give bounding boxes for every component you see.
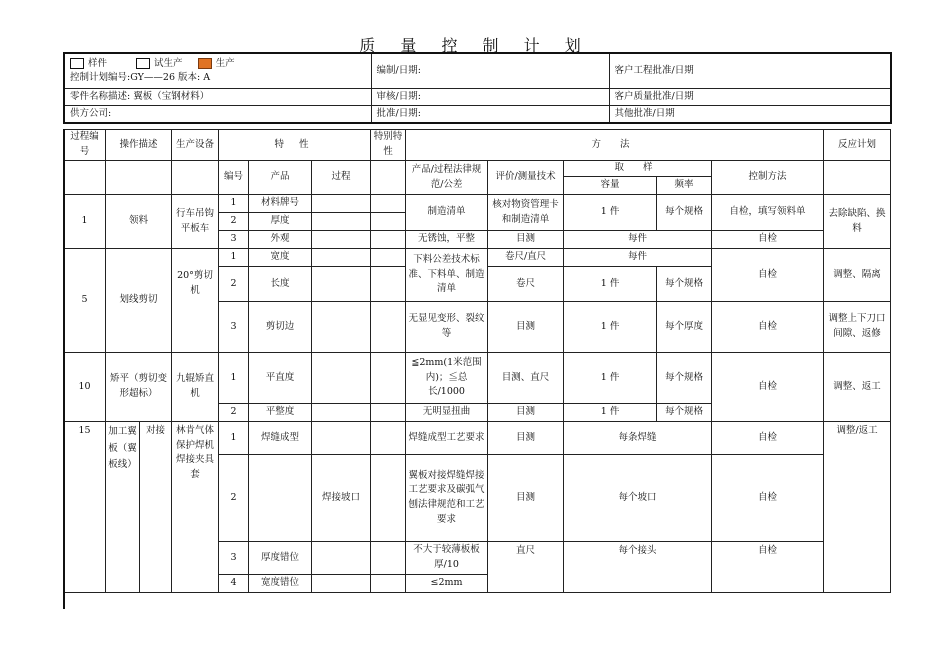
col-special: 特别特性 [371,130,406,161]
step-1-eval: 核对物资管理卡和制造清单 [488,195,564,231]
step-1-a-product: 材料牌号 [249,195,312,213]
sample-checkbox[interactable] [70,58,84,69]
step-5-control: 自检 [712,249,824,302]
step-1-b-product: 厚度 [249,213,312,231]
step-15-a-no: 1 [219,422,249,455]
step-1-no: 1 [64,195,106,249]
approve-date: 批准/日期: [371,106,609,124]
step-5-spec: 下料公差技术标准、下料单、制造清单 [406,249,488,302]
step-1-b-no: 2 [219,213,249,231]
step-5-op: 划线剪切 [106,249,172,353]
step-5-equipment: 20°剪切机 [172,249,219,353]
step-5-c-spec: 无显见变形、裂纹等 [406,302,488,353]
step-1-spec: 制造清单 [406,195,488,231]
step-5-a-product: 宽度 [249,249,312,267]
step-15-d-no: 4 [219,575,249,593]
step-15-d-product: 宽度错位 [249,575,312,593]
step-15-c-spec: 不大于较薄板板厚/10 [406,542,488,575]
step-10-a-frequency: 每个规格 [657,353,712,404]
step-5-c-control: 自检 [712,302,824,353]
step-15-c-product: 厚度错位 [249,542,312,575]
supplier: 供方公司: [64,106,371,124]
step-10-b-spec: 无明显扭曲 [406,404,488,422]
trial-label: 试生产 [154,57,183,69]
step-10-a-capacity: 1 件 [564,353,657,404]
step-10-b-eval: 目测 [488,404,564,422]
col-reaction: 反应计划 [824,130,891,161]
step-10-control: 自检 [712,353,824,422]
step-15-b-eval: 目测 [488,455,564,542]
step-10-op: 矫平（剪切变形超标） [106,353,172,422]
col-op-desc: 操作描述 [106,130,172,161]
step-15-op-sub: 对接 [140,422,172,593]
step-15-no: 15 [64,422,106,593]
other-approval: 其他批准/日期 [609,106,891,124]
col-method: 方 法 [406,130,824,161]
step-1-control: 自检，填写领料单 [712,195,824,231]
document-title: 质 量 控 制 计 划 [359,36,591,55]
step-10-b-capacity: 1 件 [564,404,657,422]
step-15-b-no: 2 [219,455,249,542]
production-label: 生产 [215,57,235,69]
customer-quality-approval: 客户质量批准/日期 [609,89,891,106]
step-5-reaction: 调整、隔离 [824,249,891,302]
step-10-no: 10 [64,353,106,422]
step-15-c-sample: 每个接头 [564,542,712,593]
step-5-b-product: 长度 [249,267,312,302]
step-5-b-no: 2 [219,267,249,302]
step-1-frequency: 每个规格 [657,195,712,231]
step-10-equipment: 九辊矫直机 [172,353,219,422]
step-1-capacity: 1 件 [564,195,657,231]
sample-label: 样件 [88,57,108,69]
step-5-a-eval: 卷尺/直尺 [488,249,564,267]
plan-type-cell [64,53,371,89]
control-plan-table [63,129,891,593]
step-1-c-control: 自检 [712,231,824,249]
step-5-c-eval: 目测 [488,302,564,353]
step-10-b-no: 2 [219,404,249,422]
step-10-b-frequency: 每个规格 [657,404,712,422]
step-1-c-sample: 每件 [564,231,712,249]
step-1-c-no: 3 [219,231,249,249]
step-15-a-eval: 目测 [488,422,564,455]
col-equipment: 生产设备 [172,130,219,161]
step-15-b-control: 自检 [712,455,824,542]
step-15-c-no: 3 [219,542,249,575]
header-table [63,52,892,124]
col-no: 编号 [219,161,249,195]
step-1-c-eval: 目测 [488,231,564,249]
col-process-no: 过程编号 [64,130,106,161]
step-1-a-no: 1 [219,195,249,213]
review-date: 审核/日期: [371,89,609,106]
step-15-d-spec: ≤2mm [406,575,488,593]
step-10-b-product: 平整度 [249,404,312,422]
step-1-op: 领料 [106,195,172,249]
production-checkbox[interactable] [198,58,212,69]
step-15-b-spec: 翼板对接焊缝焊接工艺要求及碳弧气刨法律规范和工艺要求 [406,455,488,542]
col-characteristic: 特 性 [219,130,371,161]
step-10-a-no: 1 [219,353,249,404]
part-description: 零件名称描述: 翼板（宝钢材料） [64,89,371,106]
step-5-c-frequency: 每个厚度 [657,302,712,353]
customer-eng-approval: 客户工程批准/日期 [609,53,891,89]
step-1-c-spec: 无锈蚀，平整 [406,231,488,249]
col-control: 控制方法 [712,161,824,195]
step-5-b-frequency: 每个规格 [657,267,712,302]
step-1-equipment: 行车吊钩平板车 [172,195,219,249]
step-5-b-capacity: 1 件 [564,267,657,302]
step-15-reaction: 调整/返工 [824,422,891,593]
step-5-b-eval: 卷尺 [488,267,564,302]
col-product: 产品 [249,161,312,195]
col-sample: 取 样 [564,161,712,177]
step-15-a-product: 焊缝成型 [249,422,312,455]
trial-checkbox[interactable] [136,58,150,69]
step-15-c-control: 自检 [712,542,824,593]
step-1-reaction: 去除缺陷、换料 [824,195,891,249]
step-5-c-no: 3 [219,302,249,353]
prepare-date: 编制/日期: [371,53,609,89]
step-15-op-main: 加工翼板（翼板线） [106,422,140,593]
step-5-a-sample: 每件 [564,249,712,267]
step-5-c-reaction: 调整上下刀口间隙、返修 [824,302,891,353]
step-5-c-product: 剪切边 [249,302,312,353]
step-15-equipment: 林肯气体保护焊机焊接夹具套 [172,422,219,593]
left-border [63,129,65,609]
step-15-a-spec: 焊缝成型工艺要求 [406,422,488,455]
col-spec: 产品/过程法律规范/公差 [406,161,488,195]
step-15-a-control: 自检 [712,422,824,455]
step-5-c-capacity: 1 件 [564,302,657,353]
col-frequency: 频率 [657,177,712,195]
step-5-no: 5 [64,249,106,353]
col-process: 过程 [312,161,371,195]
step-10-reaction: 调整、返工 [824,353,891,422]
step-5-a-no: 1 [219,249,249,267]
col-eval: 评价/测量技术 [488,161,564,195]
plan-number: 控制计划编号:GY——26 版本: A [70,72,211,83]
step-10-a-product: 平直度 [249,353,312,404]
step-1-c-product: 外观 [249,231,312,249]
step-15-c-eval: 直尺 [488,542,564,593]
step-10-a-eval: 目测、直尺 [488,353,564,404]
step-15-b-sample: 每个坡口 [564,455,712,542]
step-15-a-sample: 每条焊缝 [564,422,712,455]
step-10-a-spec: ≦2mm(1米范围内)；≦总长/1000 [406,353,488,404]
col-capacity: 容量 [564,177,657,195]
step-15-b-process: 焊接坡口 [312,455,371,542]
